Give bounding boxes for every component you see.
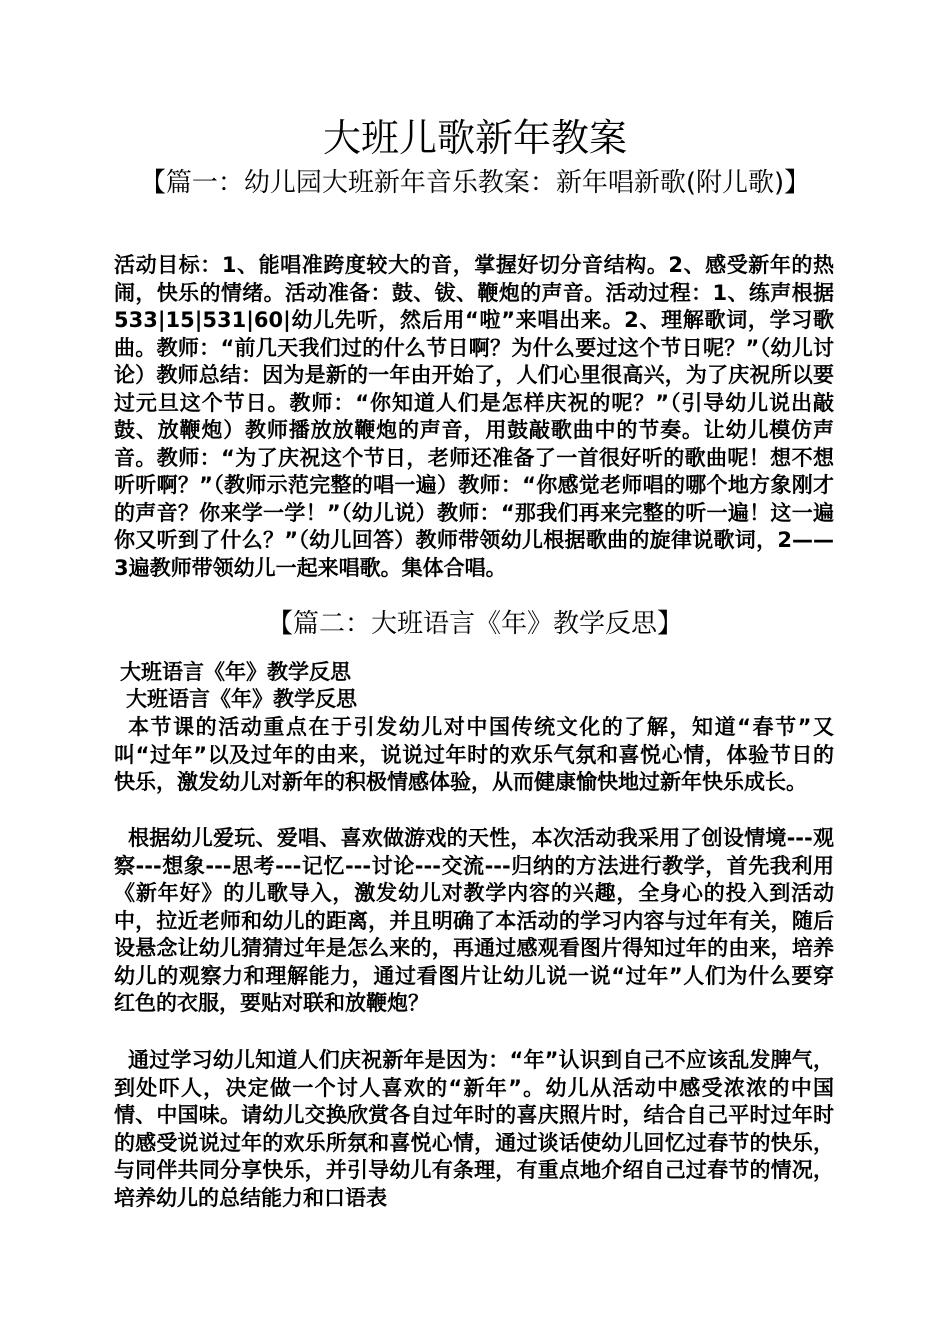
section2-paragraph-2: 根据幼儿爱玩、爱唱、喜欢做游戏的天性，本次活动我采用了创设情境---观察---想象---思考---记忆---讨论---交流---归纳的方法进行教学，首先我利用《新年好》的儿歌导入，激发幼儿对教学内容的兴趣，全身心的投入到活动中，拉近老师和幼儿的距离，并且明确了本活动的学习内容与过年有关，随后设悬念让幼儿猜猜过年是怎么来的，再通过感观看图片得知过年的由来，培养幼儿的观察力和理解能力，通过看图片让幼儿说一说“过年”人们为什么要穿红色的衣服，要贴对联和放鞭炮？ — [114, 826, 834, 1015]
section2-paragraph-3: 通过学习幼儿知道人们庆祝新年是因为：“年”认识到自己不应该乱发脾气，到处吓人，决定做一个讨人喜欢的“新年”。幼儿从活动中感受浓浓的中国情、中国味。请幼儿交换欣赏各自过年时的喜庆照片时，结合自己平时过年时的感受说说过年的欢乐所氛和喜悦心情，通过谈话使幼儿回忆过春节的快乐，与同伴共同分享快乐，并引导幼儿有条理，有重点地介绍自己过春节的情况，培养幼儿的总结能力和口语表 — [114, 1048, 834, 1210]
section2-subtitle-2: 大班语言《年》教学反思 — [126, 687, 357, 711]
section1-body: 活动目标：1、能唱准跨度较大的音，掌握好切分音结构。2、感受新年的热闹，快乐的情绪。活动准备：鼓、钹、鞭炮的声音。活动过程：1、练声根据533|15|531|60|幼儿先听，然后用“啦”来唱出来。2、理解歌词，学习歌曲。教师：“前几天我们过的什么节日啊？为什么要过这个节日呢？”（幼儿讨论）教师总结：因为是新的一年由开始了，人们心里很高兴，为了庆祝所以要过元旦这个节日。教师：“你知道人们是怎样庆祝的呢？”（引导幼儿说出敲鼓、放鞭炮）教师播放放鞭炮的声音，用鼓敲歌曲中的节奏。让幼儿模仿声音。教师：“为了庆祝这个节日，老师还准备了一首很好听的歌曲呢！想不想听听啊？”（教师示范完整的唱一遍）教师：“你感觉老师唱的哪个地方象刚才的声音？你来学一学！”（幼儿说）教师：“那我们再来完整的听一遍！这一遍你又听到了什么？”（幼儿回答）教师带领幼儿根据歌曲的旋律说歌词，2——3遍教师带领幼儿一起来唱歌。集体合唱。 — [114, 253, 834, 580]
document-title: 大班儿歌新年教案 — [322, 116, 627, 160]
section2-subtitle-1: 大班语言《年》教学反思 — [120, 660, 351, 684]
section2-paragraph-1: 本节课的活动重点在于引发幼儿对中国传统文化的了解，知道“春节”又叫“过年”以及过年的由来，说说过年时的欢乐气氛和喜悦心情，体验节日的快乐，激发幼儿对新年的积极情感体验，从而健康愉快地过新年快乐成长。 — [114, 715, 834, 794]
section1-heading: 【篇一：幼儿园大班新年音乐教案：新年唱新歌(附儿歌)】 — [139, 168, 811, 198]
section2-heading: 【篇二：大班语言《年》教学反思】 — [266, 609, 683, 639]
